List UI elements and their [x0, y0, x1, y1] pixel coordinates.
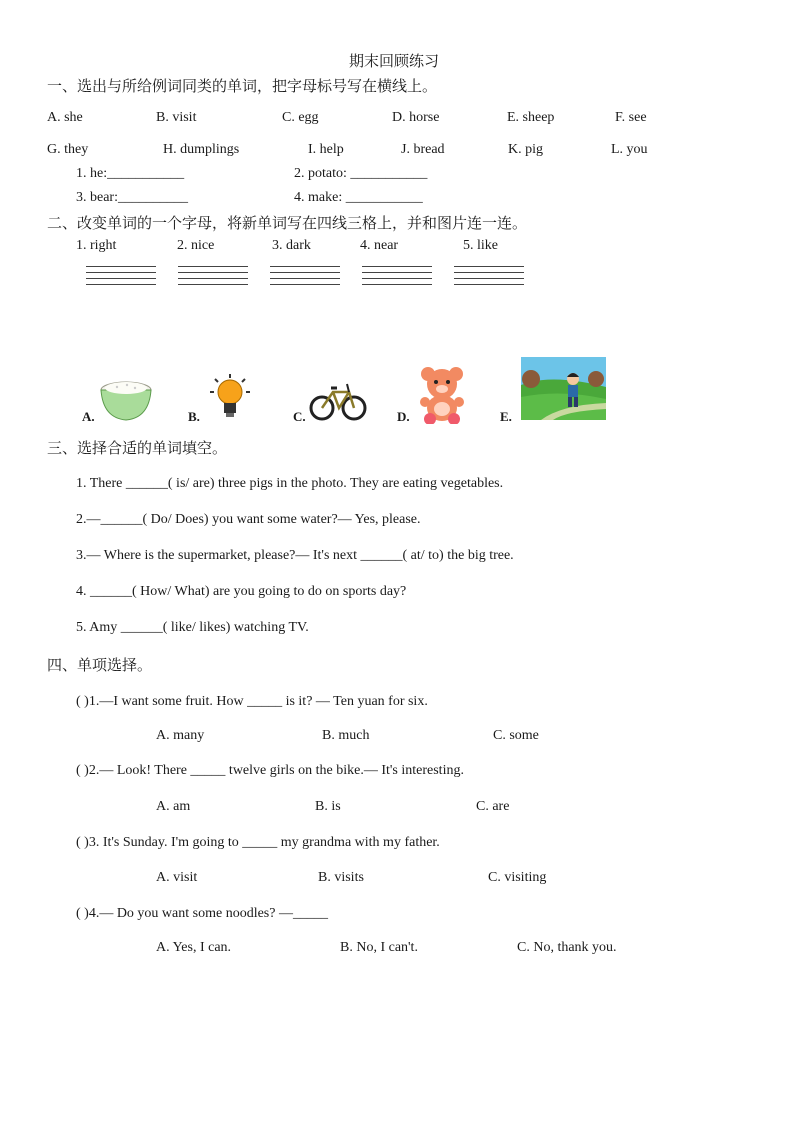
pic-label-c: C.	[293, 409, 306, 424]
option-h: H. dumplings	[163, 142, 240, 157]
teddy-bear-icon[interactable]	[412, 364, 472, 424]
option-i: I. help	[308, 142, 344, 157]
pic-label-d: D.	[397, 409, 410, 424]
option-c: C. egg	[282, 110, 319, 125]
option-d: D. horse	[392, 110, 440, 125]
s4-question-4[interactable]: ( )4.— Do you want some noodles? —_____	[76, 906, 328, 921]
s4-question-1[interactable]: ( )1.—I want some fruit. How _____ is it? — Ten yuan for six.	[76, 694, 428, 709]
s2-word-2: 2. nice	[177, 238, 215, 253]
s4-q1-option-a[interactable]: A. many	[156, 728, 205, 743]
option-g: G. they	[47, 142, 89, 157]
s3-item-4[interactable]: 4. ______( How/ What) are you going to do on sports day?	[76, 584, 407, 599]
option-k: K. pig	[508, 142, 543, 157]
s2-word-1: 1. right	[76, 238, 117, 253]
s2-word-4: 4. near	[360, 238, 399, 253]
s4-q2-option-a[interactable]: A. am	[156, 799, 191, 814]
s3-item-3[interactable]: 3.— Where is the supermarket, please?— It's next ______( at/ to) the big tree.	[76, 548, 514, 563]
section-4-heading: 四、单项选择。	[47, 658, 153, 674]
s4-q3-option-b[interactable]: B. visits	[318, 870, 364, 885]
four-line-grid[interactable]	[178, 266, 248, 290]
four-line-grid[interactable]	[362, 266, 432, 290]
s4-q4-option-c[interactable]: C. No, thank you.	[517, 940, 617, 955]
bicycle-icon[interactable]	[309, 376, 367, 424]
option-l: L. you	[611, 142, 648, 157]
s2-word-3: 3. dark	[272, 238, 311, 253]
four-line-grid[interactable]	[86, 266, 156, 290]
park-boy-icon[interactable]	[521, 357, 606, 420]
s4-q3-option-a[interactable]: A. visit	[156, 870, 198, 885]
option-a: A. she	[47, 110, 83, 125]
s3-item-2[interactable]: 2.—______( Do/ Does) you want some water?— Yes, please.	[76, 512, 421, 527]
s4-q2-option-c[interactable]: C. are	[476, 799, 510, 814]
s4-q3-option-c[interactable]: C. visiting	[488, 870, 547, 885]
pic-label-b: B.	[188, 409, 200, 424]
section-2-heading: 二、改变单词的一个字母，将新单词写在四线三格上，并和图片连一连。	[47, 216, 528, 232]
s3-item-1[interactable]: 1. There ______( is/ are) three pigs in the photo. They are eating vegetables.	[76, 476, 504, 491]
s4-q4-option-a[interactable]: A. Yes, I can.	[156, 940, 232, 955]
rice-bowl-icon[interactable]	[97, 374, 155, 424]
s3-item-5[interactable]: 5. Amy ______( like/ likes) watching TV.	[76, 620, 309, 635]
s1-question-3[interactable]: 3. bear:__________	[76, 190, 188, 205]
option-e: E. sheep	[507, 110, 555, 125]
option-b: B. visit	[156, 110, 197, 125]
s1-question-2[interactable]: 2. potato: ___________	[294, 166, 428, 181]
section-1-heading: 一、选出与所给例词同类的单词，把字母标号写在横线上。	[47, 79, 438, 95]
four-line-grid[interactable]	[270, 266, 340, 290]
s4-q2-option-b[interactable]: B. is	[315, 799, 341, 814]
pic-label-a: A.	[82, 409, 95, 424]
pic-label-e: E.	[500, 409, 512, 424]
option-f: F. see	[615, 110, 647, 125]
section-3-heading: 三、选择合适的单词填空。	[47, 441, 228, 457]
s4-question-3[interactable]: ( )3. It's Sunday. I'm going to _____ my grandma with my father.	[76, 835, 440, 850]
four-line-grid[interactable]	[454, 266, 524, 290]
light-bulb-icon[interactable]	[204, 372, 256, 426]
s1-question-1[interactable]: 1. he:___________	[76, 166, 185, 181]
s1-question-4[interactable]: 4. make: ___________	[294, 190, 423, 205]
option-j: J. bread	[401, 142, 445, 157]
s4-q1-option-b[interactable]: B. much	[322, 728, 370, 743]
s2-word-5: 5. like	[463, 238, 498, 253]
s4-q4-option-b[interactable]: B. No, I can't.	[340, 940, 418, 955]
page-title: 期末回顾练习	[349, 54, 440, 70]
s4-q1-option-c[interactable]: C. some	[493, 728, 539, 743]
s4-question-2[interactable]: ( )2.— Look! There _____ twelve girls on the bike.— It's interesting.	[76, 763, 464, 778]
